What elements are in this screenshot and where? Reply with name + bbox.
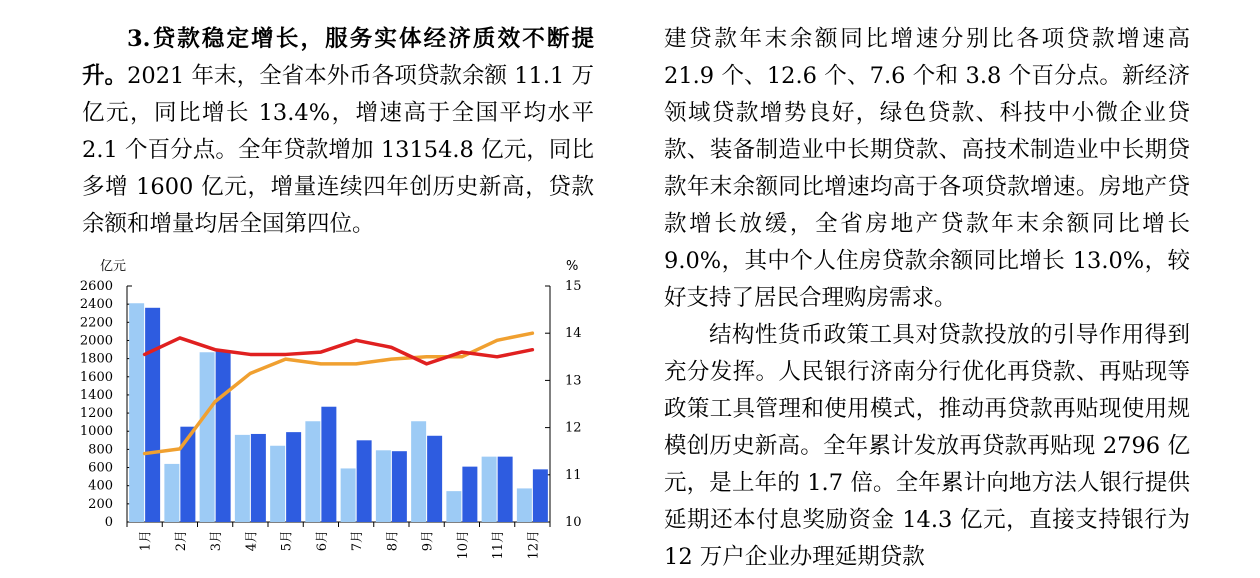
x-tick-label: 6月 — [314, 530, 330, 552]
bar-bar_light — [482, 457, 497, 522]
bar-bar_light — [517, 488, 532, 522]
bar-bar_light — [164, 464, 179, 522]
bar-bar_dark — [251, 434, 266, 522]
left-tick-label: 1600 — [80, 369, 113, 385]
left-column — [82, 21, 594, 243]
bar-bar_dark — [357, 440, 372, 522]
x-tick-label: 7月 — [350, 530, 366, 552]
right-tick-label: 14 — [565, 326, 582, 342]
right-paragraph-1: 建贷款年末余额同比增速分别比各项贷款增速高 21.9 个、12.6 个、7.6 个和 3.8 个百分点。新经济领域贷款增势良好，绿色贷款、科技中小微企业贷款、装备制造业中长期贷款、高技术制造业中长期贷款年末余额同比增速均高于各项贷款增速。房地产贷款增长放缓，全省房地产贷款年末余额同比增长 9.0%，其中个人住房贷款余额同比增长 13.0%，较好支持了居民合理购房需求。 — [664, 26, 1190, 311]
x-tick-label: 9月 — [420, 530, 436, 552]
bar-bar_dark — [392, 451, 407, 522]
right-tick-label: 11 — [565, 467, 582, 483]
left-tick-label: 1400 — [80, 387, 113, 403]
x-tick-label: 1月 — [138, 530, 154, 552]
loan-chart — [80, 252, 600, 578]
right-tick-label: 10 — [565, 515, 582, 530]
bar-bar_dark — [286, 432, 301, 522]
loan-growth-paragraph — [82, 21, 594, 243]
bar-bar_dark — [216, 350, 231, 522]
left-tick-label: 400 — [88, 478, 113, 494]
x-tick-label: 5月 — [279, 530, 295, 552]
bar-bar_light — [270, 446, 285, 522]
left-tick-label: 2000 — [80, 333, 113, 349]
section-heading: 3.贷款稳定增长，服务实体经济质效不断提升。 — [82, 26, 594, 89]
right-column — [664, 21, 1190, 576]
left-axis-unit: 亿元 — [100, 259, 127, 274]
bar-bar_dark — [533, 469, 548, 522]
left-tick-label: 2400 — [80, 297, 113, 313]
left-tick-label: 1000 — [80, 424, 113, 440]
left-tick-label: 200 — [88, 496, 113, 512]
left-tick-label: 600 — [88, 460, 113, 476]
left-tick-label: 2600 — [80, 279, 113, 294]
x-tick-label: 12月 — [526, 530, 542, 560]
right-paragraph-2: 结构性货币政策工具对贷款投放的引导作用得到充分发挥。人民银行济南分行优化再贷款、再贴现等政策工具管理和使用模式，推动再贷款再贴现使用规模创历史新高。全年累计发放再贷款再贴现 2796 亿元，是上年的 1.7 倍。全年累计向地方法人银行提供延期还本付息奖励资金 14.3 亿元，直接支持银行为 12 万户企业办理延期贷款 — [664, 322, 1190, 570]
bar-bar_dark — [498, 457, 513, 522]
right-axis-unit: % — [566, 259, 579, 274]
x-tick-label: 4月 — [244, 530, 260, 552]
paragraph-body: 2021 年末，全省本外币各项贷款余额 11.1 万亿元，同比增长 13.4%，增速高于全国平均水平 2.1 个百分点。全年贷款增加 13154.8 亿元，同比多增 1600 亿元，增量连续四年创历史新高，贷款余额和增量均居全国第四位。 — [82, 63, 594, 237]
bar-bar_light — [129, 303, 144, 522]
bar-bar_light — [376, 450, 391, 522]
left-tick-label: 800 — [88, 442, 113, 458]
x-tick-label: 10月 — [455, 530, 471, 560]
bar-bar_light — [305, 421, 320, 522]
bar-bar_dark — [427, 436, 442, 522]
right-tick-label: 12 — [565, 420, 582, 436]
x-tick-label: 11月 — [491, 530, 507, 560]
right-tick-label: 13 — [565, 373, 582, 389]
bar-bar_dark — [321, 407, 336, 522]
right-tick-label: 15 — [565, 279, 582, 294]
bar-bar_light — [235, 435, 250, 522]
bar-bar_light — [200, 352, 215, 522]
x-tick-label: 3月 — [209, 530, 225, 552]
bar-bar_light — [341, 468, 356, 522]
bar-bar_light — [446, 491, 461, 522]
left-tick-label: 1200 — [80, 406, 113, 422]
chart-svg — [80, 252, 600, 578]
x-tick-label: 2月 — [173, 530, 189, 552]
left-tick-label: 1800 — [80, 351, 113, 367]
x-tick-label: 8月 — [385, 530, 401, 552]
left-tick-label: 2200 — [80, 315, 113, 331]
bar-bar_dark — [462, 467, 477, 522]
left-tick-label: 0 — [104, 515, 113, 530]
bar-bar_dark — [145, 308, 160, 522]
bar-bar_light — [411, 421, 426, 522]
